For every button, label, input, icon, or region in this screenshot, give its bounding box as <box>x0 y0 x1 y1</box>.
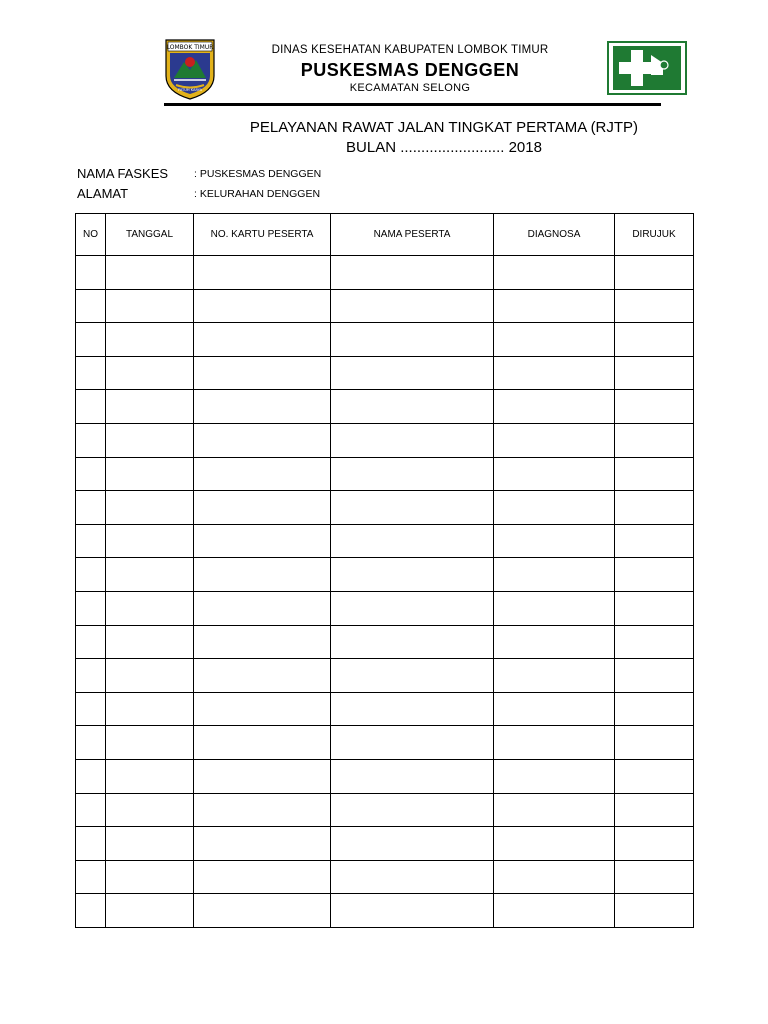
cell-diagnosa <box>494 356 615 390</box>
cell-dirujuk <box>615 860 694 894</box>
table-body <box>76 256 694 928</box>
cell-dirujuk <box>615 659 694 693</box>
cell-diagnosa <box>494 558 615 592</box>
cell-no <box>76 491 106 525</box>
table-row <box>76 323 694 357</box>
cell-no-kartu <box>194 323 331 357</box>
cell-diagnosa <box>494 659 615 693</box>
table-row <box>76 860 694 894</box>
table-row <box>76 894 694 928</box>
cell-diagnosa <box>494 256 615 290</box>
cell-no-kartu <box>194 726 331 760</box>
table-row <box>76 558 694 592</box>
cell-nama-peserta <box>331 692 494 726</box>
cell-nama-peserta <box>331 659 494 693</box>
table-row <box>76 759 694 793</box>
cell-diagnosa <box>494 759 615 793</box>
cell-no-kartu <box>194 491 331 525</box>
table-row <box>76 524 694 558</box>
cell-tanggal <box>106 692 194 726</box>
table-row <box>76 423 694 457</box>
cell-nama-peserta <box>331 423 494 457</box>
cell-no <box>76 726 106 760</box>
cell-nama-peserta <box>331 356 494 390</box>
cell-diagnosa <box>494 860 615 894</box>
cell-nama-peserta <box>331 524 494 558</box>
agency-name: DINAS KESEHATAN KABUPATEN LOMBOK TIMUR <box>271 44 549 56</box>
cell-nama-peserta <box>331 457 494 491</box>
col-header-no: NO <box>76 214 106 256</box>
table-row <box>76 356 694 390</box>
cell-tanggal <box>106 894 194 928</box>
cell-no-kartu <box>194 558 331 592</box>
svg-text:PATUH KARYA: PATUH KARYA <box>177 88 203 92</box>
cell-diagnosa <box>494 491 615 525</box>
cell-tanggal <box>106 625 194 659</box>
alamat-value: : KELURAHAN DENGGEN <box>194 188 321 200</box>
cell-no-kartu <box>194 793 331 827</box>
facility-title: PUSKESMAS DENGGEN <box>300 60 520 80</box>
cell-tanggal <box>106 323 194 357</box>
cell-dirujuk <box>615 423 694 457</box>
cell-no <box>76 423 106 457</box>
cell-diagnosa <box>494 692 615 726</box>
cell-dirujuk <box>615 625 694 659</box>
table-row <box>76 659 694 693</box>
table-row <box>76 457 694 491</box>
cell-nama-peserta <box>331 256 494 290</box>
cell-tanggal <box>106 591 194 625</box>
cell-dirujuk <box>615 558 694 592</box>
cell-diagnosa <box>494 289 615 323</box>
cell-diagnosa <box>494 591 615 625</box>
cell-dirujuk <box>615 793 694 827</box>
cell-dirujuk <box>615 827 694 861</box>
cell-nama-peserta <box>331 894 494 928</box>
cell-tanggal <box>106 423 194 457</box>
col-header-no-kartu: NO. KARTU PESERTA <box>194 214 331 256</box>
cell-diagnosa <box>494 524 615 558</box>
cell-nama-peserta <box>331 591 494 625</box>
cell-dirujuk <box>615 256 694 290</box>
cell-diagnosa <box>494 793 615 827</box>
table-row <box>76 625 694 659</box>
cell-no-kartu <box>194 289 331 323</box>
cell-nama-peserta <box>331 827 494 861</box>
cell-tanggal <box>106 256 194 290</box>
cell-tanggal <box>106 558 194 592</box>
cell-nama-peserta <box>331 625 494 659</box>
cell-no <box>76 759 106 793</box>
cell-diagnosa <box>494 423 615 457</box>
cell-dirujuk <box>615 323 694 357</box>
cell-tanggal <box>106 524 194 558</box>
district-name: KECAMATAN SELONG <box>349 82 471 94</box>
document-month-line: BULAN ......................... 2018 <box>346 139 542 156</box>
cell-nama-peserta <box>331 390 494 424</box>
table-row <box>76 491 694 525</box>
cell-no <box>76 793 106 827</box>
cell-no <box>76 323 106 357</box>
cell-no <box>76 625 106 659</box>
cell-dirujuk <box>615 491 694 525</box>
table-row <box>76 692 694 726</box>
table-header-row <box>76 214 694 256</box>
cell-no-kartu <box>194 894 331 928</box>
cell-tanggal <box>106 793 194 827</box>
puskesmas-logo-icon <box>607 41 687 95</box>
cell-no-kartu <box>194 659 331 693</box>
cell-diagnosa <box>494 726 615 760</box>
cell-no-kartu <box>194 692 331 726</box>
cell-dirujuk <box>615 591 694 625</box>
cell-no <box>76 860 106 894</box>
header-divider <box>164 103 661 106</box>
cell-no <box>76 558 106 592</box>
cell-tanggal <box>106 759 194 793</box>
cell-diagnosa <box>494 390 615 424</box>
col-header-nama-peserta: NAMA PESERTA <box>331 214 494 256</box>
table-row <box>76 793 694 827</box>
lombok-timur-emblem-icon <box>164 38 216 100</box>
cell-no-kartu <box>194 591 331 625</box>
table-row <box>76 390 694 424</box>
cell-diagnosa <box>494 625 615 659</box>
cell-no <box>76 457 106 491</box>
cell-tanggal <box>106 356 194 390</box>
cell-tanggal <box>106 390 194 424</box>
cell-dirujuk <box>615 524 694 558</box>
cell-no-kartu <box>194 390 331 424</box>
cell-no-kartu <box>194 423 331 457</box>
cell-dirujuk <box>615 390 694 424</box>
cell-diagnosa <box>494 894 615 928</box>
cell-no-kartu <box>194 827 331 861</box>
cell-nama-peserta <box>331 323 494 357</box>
cell-dirujuk <box>615 759 694 793</box>
cell-tanggal <box>106 289 194 323</box>
cell-nama-peserta <box>331 860 494 894</box>
cell-no <box>76 289 106 323</box>
cell-no <box>76 356 106 390</box>
document-title: PELAYANAN RAWAT JALAN TINGKAT PERTAMA (RJTP) <box>249 119 639 136</box>
cell-no <box>76 692 106 726</box>
col-header-diagnosa: DIAGNOSA <box>494 214 615 256</box>
col-header-dirujuk: DIRUJUK <box>615 214 694 256</box>
cell-no <box>76 256 106 290</box>
cell-no-kartu <box>194 759 331 793</box>
cell-no-kartu <box>194 625 331 659</box>
cell-no <box>76 591 106 625</box>
cell-dirujuk <box>615 726 694 760</box>
svg-text:LOMBOK TIMUR: LOMBOK TIMUR <box>166 44 214 51</box>
table-row <box>76 591 694 625</box>
cell-tanggal <box>106 860 194 894</box>
cell-dirujuk <box>615 289 694 323</box>
alamat-label: ALAMAT <box>77 186 129 201</box>
cell-nama-peserta <box>331 289 494 323</box>
cell-no-kartu <box>194 524 331 558</box>
cell-nama-peserta <box>331 793 494 827</box>
cell-dirujuk <box>615 356 694 390</box>
cell-nama-peserta <box>331 726 494 760</box>
cell-tanggal <box>106 457 194 491</box>
col-header-tanggal: TANGGAL <box>106 214 194 256</box>
cell-tanggal <box>106 726 194 760</box>
rjtp-register-table <box>75 213 694 928</box>
cell-tanggal <box>106 659 194 693</box>
cell-nama-peserta <box>331 558 494 592</box>
table-row <box>76 726 694 760</box>
cell-tanggal <box>106 491 194 525</box>
cell-dirujuk <box>615 692 694 726</box>
table-row <box>76 289 694 323</box>
cell-no <box>76 390 106 424</box>
faskes-value: : PUSKESMAS DENGGEN <box>194 168 322 180</box>
cell-tanggal <box>106 827 194 861</box>
cell-no-kartu <box>194 356 331 390</box>
cell-no <box>76 659 106 693</box>
cell-no-kartu <box>194 457 331 491</box>
cell-no-kartu <box>194 860 331 894</box>
cell-dirujuk <box>615 894 694 928</box>
cell-no <box>76 827 106 861</box>
cell-nama-peserta <box>331 491 494 525</box>
table-row <box>76 256 694 290</box>
cell-diagnosa <box>494 457 615 491</box>
cell-no <box>76 524 106 558</box>
cell-no-kartu <box>194 256 331 290</box>
cell-nama-peserta <box>331 759 494 793</box>
table-row <box>76 827 694 861</box>
faskes-label: NAMA FASKES <box>77 166 169 181</box>
cell-diagnosa <box>494 323 615 357</box>
cell-dirujuk <box>615 457 694 491</box>
cell-diagnosa <box>494 827 615 861</box>
cell-no <box>76 894 106 928</box>
